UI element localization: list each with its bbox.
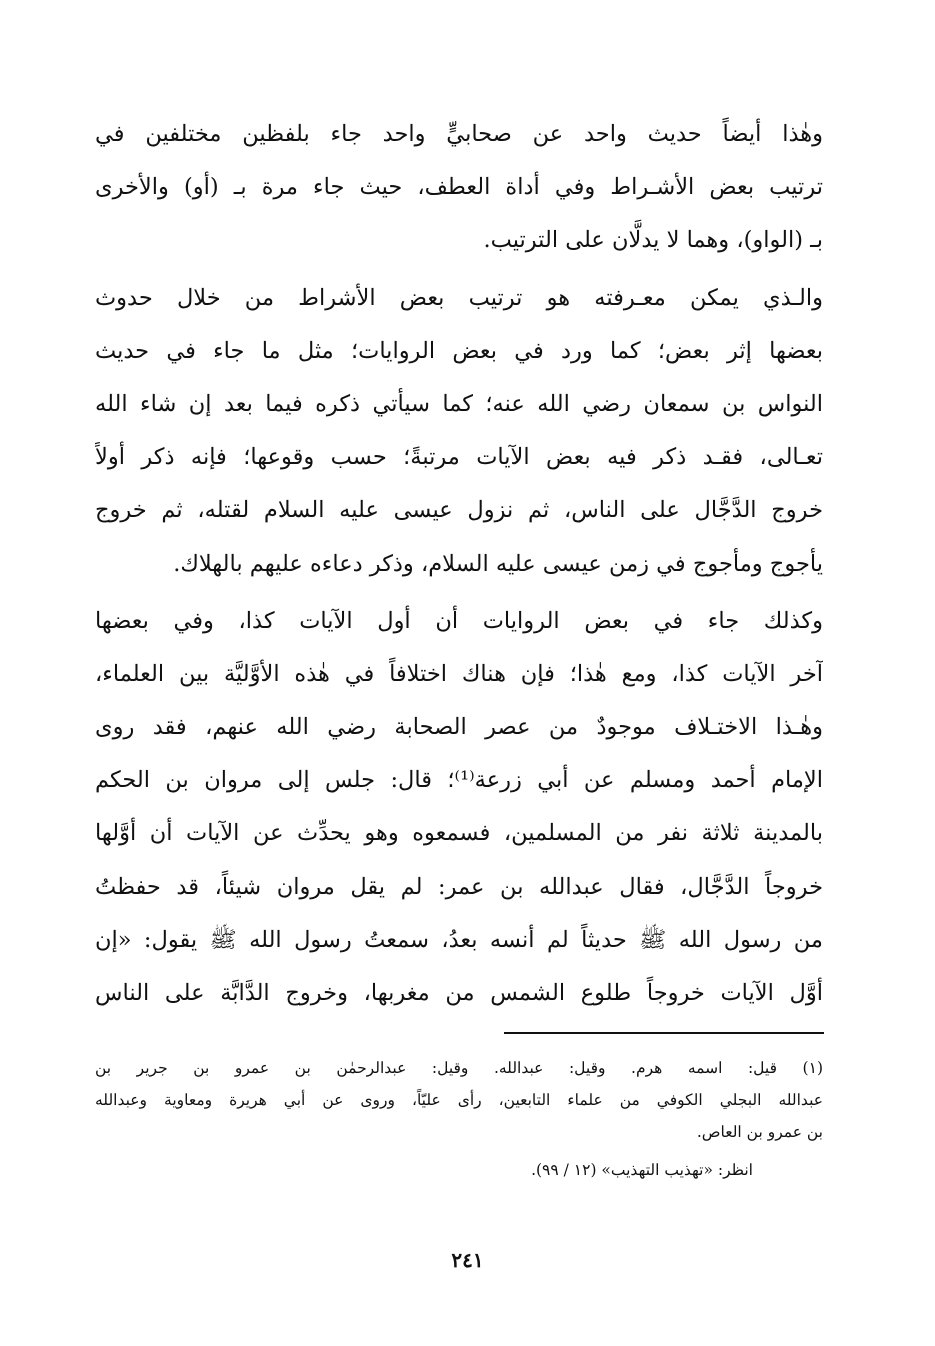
paragraph <box>95 272 823 591</box>
footnote-line: (١) قيل: اسمه هرم. وقيل: عبدالله. وقيل: عبدالرحمٰن بن عمرو بن جرير بن <box>95 1059 823 1077</box>
text-line: خروجاً الدَّجَّال، فقال عبدالله بن عمر: لم يقل مروان شيئاً، قد حفظتُ <box>95 873 823 900</box>
text-line: أوَّل الآيات خروجاً طلوع الشمس من مغربها، وخروج الدَّابَّة على الناس <box>95 980 823 1006</box>
text-line: بـ (الواو)، وهما لا يدلَّان على الترتيب. <box>483 227 823 254</box>
footnote-line: عبدالله البجلي الكوفي من علماء التابعين، رأى عليّاً، وروى عن أبي هريرة ومعاوية وعبدالله <box>95 1091 823 1109</box>
text-line: وهٰـذا الاختـلاف موجودٌ من عصر الصحابة رضي الله عنهم، فقد روى <box>95 714 823 741</box>
paragraph <box>95 595 823 1021</box>
footnote-line: بن عمرو بن العاص. <box>696 1123 823 1141</box>
text-line: بعضها إثر بعض؛ كما ورد في بعض الروايات؛ مثل ما جاء في حديث <box>95 337 823 364</box>
text-line: وكذلك جاء في بعض الروايات أن أول الآيات كذا، وفي بعضها <box>95 607 823 634</box>
text-line: والـذي يمكن معـرفته هو ترتيب بعض الأشراط من خلال حدوث <box>95 284 823 311</box>
paragraph <box>95 108 823 268</box>
text-line: بالمدينة ثلاثة نفر من المسلمين، فسمعوه وهو يحدِّث عن الآيات أن أوَّلها <box>95 820 823 847</box>
footnotes <box>95 1052 823 1186</box>
text-line: يأجوج ومأجوج في زمن عيسى عليه السلام، وذكر دعاءه عليهم بالهلاك. <box>173 550 823 577</box>
text-line: النواس بن سمعان رضي الله عنه؛ كما سيأتي ذكره فيما بعد إن شاء الله <box>95 390 823 417</box>
text-line: الإمام أحمد ومسلم عن أبي زرعة⁽¹⁾؛ قال: جلس إلى مروان بن الحكم <box>95 767 823 794</box>
footnote-separator <box>504 1032 824 1034</box>
text-line: ترتيب بعض الأشـراط وفي أداة العطف، حيث جاء مرة بـ (أو) والأخرى <box>95 174 823 201</box>
text-line: من رسول الله ﷺ حديثاً لم أنسه بعدُ، سمعتُ رسول الله ﷺ يقول: «إن <box>95 926 823 953</box>
text-line: آخر الآيات كذا، ومع هٰذا؛ فإن هناك اختلافاً في هٰذه الأوَّليَّة بين العلماء، <box>95 660 823 687</box>
page-number: ٢٤١ <box>451 1248 484 1272</box>
text-line: وهٰذا أيضاً حديث واحد عن صحابيٍّ واحد جاء بلفظين مختلفين في <box>95 121 823 147</box>
footnote-reference: انظر: «تهذيب التهذيب» (١٢ / ٩٩). <box>531 1161 753 1179</box>
text-line: تعـالى، فقـد ذكر فيه بعض الآيات مرتبةً؛ حسب وقوعها؛ فإنه ذكر أولاً <box>95 444 823 471</box>
main-text <box>95 108 823 1024</box>
text-line: خروج الدَّجَّال على الناس، ثم نزول عيسى عليه السلام لقتله، ثم خروج <box>95 497 823 524</box>
